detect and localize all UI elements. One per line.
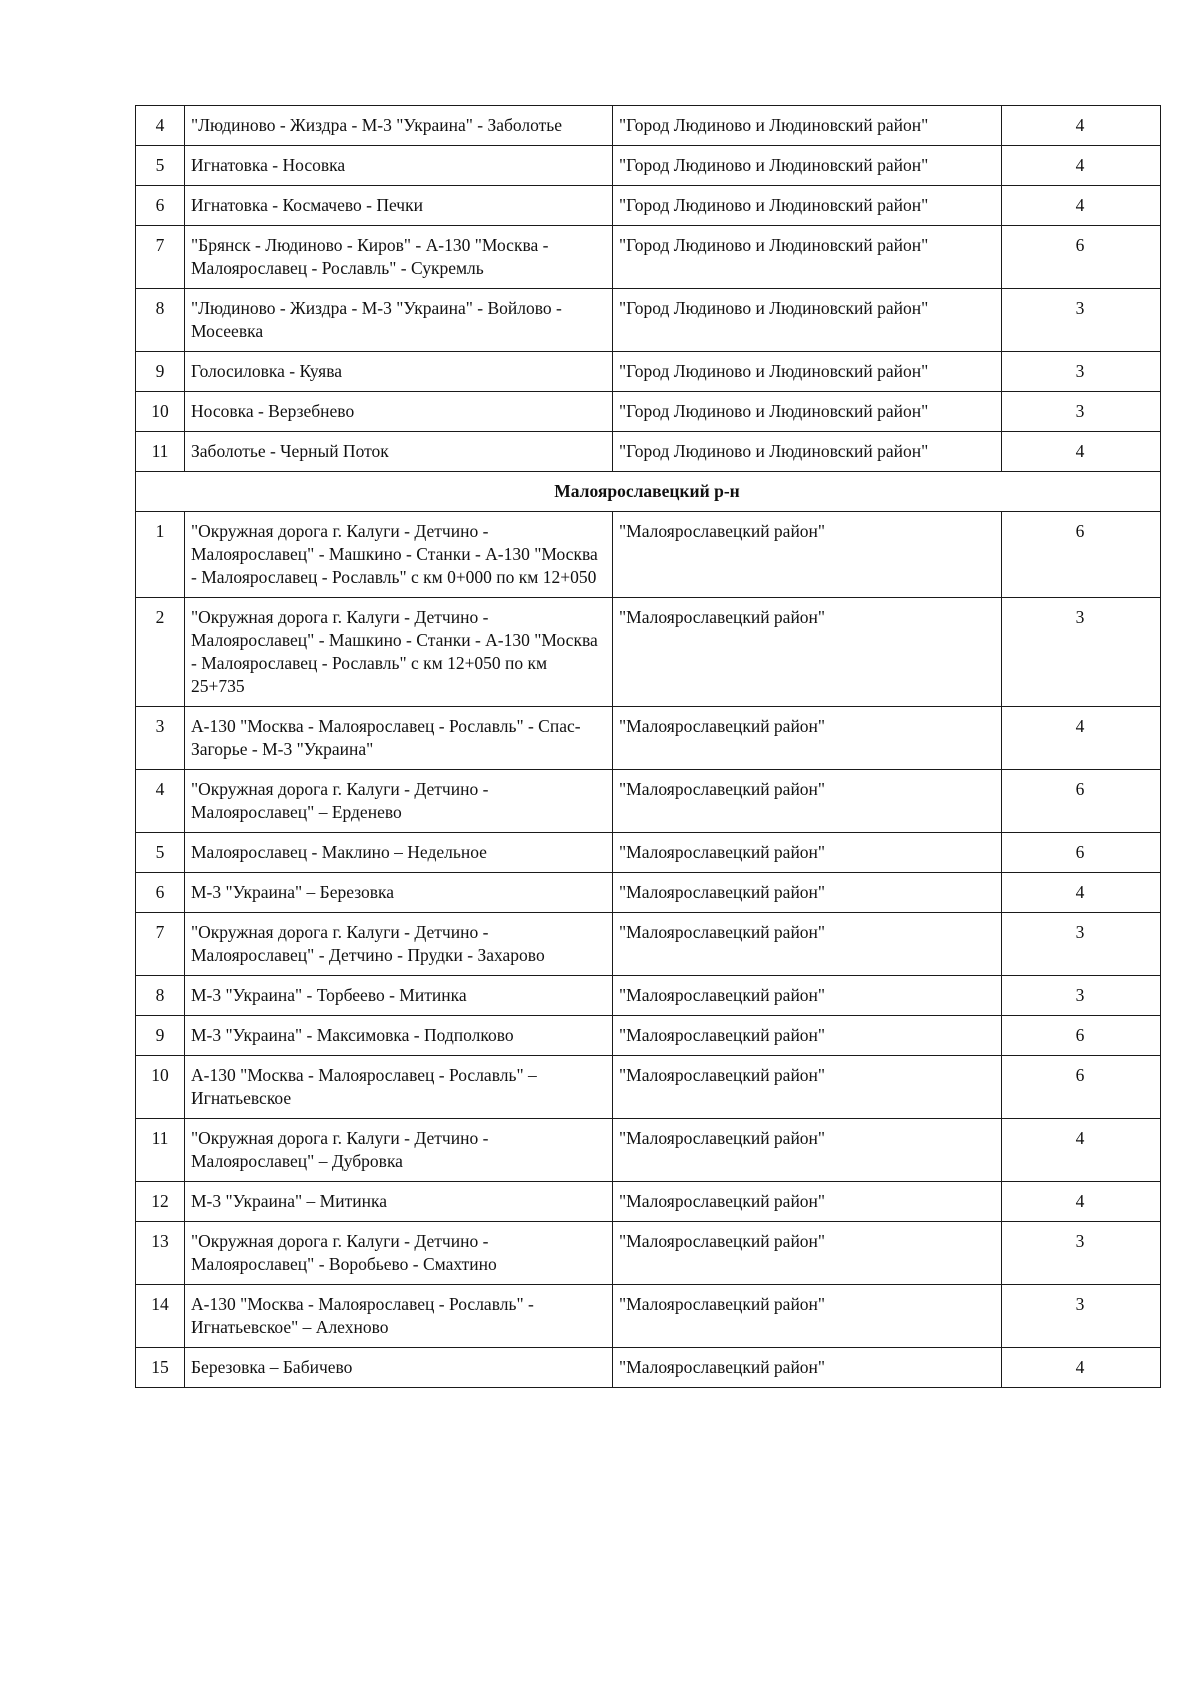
road-name-cell: Игнатовка - Космачево - Печки [185,186,613,226]
municipality-cell: "Малоярославецкий район" [613,1348,1002,1388]
table-row [136,833,1161,873]
value-cell: 6 [1002,1056,1161,1119]
municipality-cell: "Малоярославецкий район" [613,1016,1002,1056]
value-cell: 6 [1002,226,1161,289]
table-row [136,1119,1161,1182]
row-number-cell: 10 [136,392,185,432]
table-row [136,598,1161,707]
table-row [136,432,1161,472]
municipality-cell: "Малоярославецкий район" [613,1285,1002,1348]
road-name-cell: А-130 "Москва - Малоярославец - Рославль" – Игнатьевское [185,1056,613,1119]
municipality-cell: "Город Людиново и Людиновский район" [613,186,1002,226]
table-row [136,976,1161,1016]
table-row [136,770,1161,833]
municipality-cell: "Малоярославецкий район" [613,707,1002,770]
value-cell: 4 [1002,106,1161,146]
municipality-cell: "Малоярославецкий район" [613,1222,1002,1285]
row-number-cell: 2 [136,598,185,707]
row-number-cell: 9 [136,352,185,392]
road-name-cell: "Людиново - Жиздра - М-3 "Украина" - Войлово - Мосеевка [185,289,613,352]
road-name-cell: М-3 "Украина" - Торбеево - Митинка [185,976,613,1016]
row-number-cell: 9 [136,1016,185,1056]
value-cell: 6 [1002,1016,1161,1056]
row-number-cell: 5 [136,146,185,186]
municipality-cell: "Малоярославецкий район" [613,976,1002,1016]
value-cell: 3 [1002,1222,1161,1285]
value-cell: 3 [1002,352,1161,392]
table-row [136,1016,1161,1056]
value-cell: 6 [1002,833,1161,873]
row-number-cell: 3 [136,707,185,770]
row-number-cell: 7 [136,226,185,289]
municipality-cell: "Город Людиново и Людиновский район" [613,392,1002,432]
road-name-cell: Заболотье - Черный Поток [185,432,613,472]
table-row [136,1182,1161,1222]
table-row [136,226,1161,289]
table-row [136,106,1161,146]
road-name-cell: "Окружная дорога г. Калуги - Детчино - Малоярославец" - Машкино - Станки - А-130 "Москва - Малоярославец - Рославль" с км 12+050 по км 25+735 [185,598,613,707]
road-name-cell: "Окружная дорога г. Калуги - Детчино - Малоярославец" - Воробьево - Смахтино [185,1222,613,1285]
road-name-cell: "Людиново - Жиздра - М-3 "Украина" - Заболотье [185,106,613,146]
road-name-cell: Голосиловка - Куява [185,352,613,392]
row-number-cell: 13 [136,1222,185,1285]
value-cell: 4 [1002,432,1161,472]
road-name-cell: "Окружная дорога г. Калуги - Детчино - Малоярославец" – Дубровка [185,1119,613,1182]
row-number-cell: 1 [136,512,185,598]
municipality-cell: "Город Людиново и Людиновский район" [613,289,1002,352]
road-name-cell: "Окружная дорога г. Калуги - Детчино - Малоярославец" - Детчино - Прудки - Захарово [185,913,613,976]
row-number-cell: 12 [136,1182,185,1222]
table-row [136,1285,1161,1348]
row-number-cell: 10 [136,1056,185,1119]
row-number-cell: 6 [136,186,185,226]
value-cell: 4 [1002,1348,1161,1388]
row-number-cell: 7 [136,913,185,976]
row-number-cell: 11 [136,432,185,472]
municipality-cell: "Малоярославецкий район" [613,598,1002,707]
road-name-cell: М-3 "Украина" - Максимовка - Подполково [185,1016,613,1056]
row-number-cell: 15 [136,1348,185,1388]
row-number-cell: 5 [136,833,185,873]
value-cell: 4 [1002,1182,1161,1222]
row-number-cell: 8 [136,289,185,352]
municipality-cell: "Город Людиново и Людиновский район" [613,146,1002,186]
road-name-cell: Малоярославец - Маклино – Недельное [185,833,613,873]
value-cell: 3 [1002,913,1161,976]
table-row [136,1056,1161,1119]
table-row [136,913,1161,976]
value-cell: 4 [1002,1119,1161,1182]
value-cell: 6 [1002,770,1161,833]
municipality-cell: "Малоярославецкий район" [613,833,1002,873]
table-row [136,186,1161,226]
value-cell: 4 [1002,873,1161,913]
roads-table [135,105,1161,1388]
municipality-cell: "Малоярославецкий район" [613,1119,1002,1182]
table-row [136,1222,1161,1285]
table-row [136,1348,1161,1388]
municipality-cell: "Малоярославецкий район" [613,512,1002,598]
roads-table-body [136,106,1161,1388]
value-cell: 3 [1002,289,1161,352]
municipality-cell: "Город Людиново и Людиновский район" [613,106,1002,146]
road-name-cell: М-3 "Украина" – Митинка [185,1182,613,1222]
road-name-cell: А-130 "Москва - Малоярославец - Рославль" - Спас-Загорье - М-3 "Украина" [185,707,613,770]
road-name-cell: Игнатовка - Носовка [185,146,613,186]
road-name-cell: "Окружная дорога г. Калуги - Детчино - Малоярославец" - Машкино - Станки - А-130 "Москва - Малоярославец - Рославль" с км 0+000 по км 12+050 [185,512,613,598]
municipality-cell: "Город Людиново и Людиновский район" [613,432,1002,472]
value-cell: 3 [1002,598,1161,707]
value-cell: 4 [1002,186,1161,226]
road-name-cell: Березовка – Бабичево [185,1348,613,1388]
section-title: Малоярославецкий р-н [136,472,1161,512]
municipality-cell: "Малоярославецкий район" [613,873,1002,913]
row-number-cell: 8 [136,976,185,1016]
table-row [136,707,1161,770]
value-cell: 3 [1002,976,1161,1016]
row-number-cell: 11 [136,1119,185,1182]
row-number-cell: 4 [136,106,185,146]
municipality-cell: "Малоярославецкий район" [613,770,1002,833]
road-name-cell: А-130 "Москва - Малоярославец - Рославль" - Игнатьевское" – Алехново [185,1285,613,1348]
road-name-cell: "Окружная дорога г. Калуги - Детчино - Малоярославец" – Ерденево [185,770,613,833]
value-cell: 3 [1002,392,1161,432]
value-cell: 4 [1002,707,1161,770]
table-row [136,512,1161,598]
table-row [136,873,1161,913]
road-name-cell: Носовка - Верзебнево [185,392,613,432]
table-row [136,146,1161,186]
municipality-cell: "Малоярославецкий район" [613,1182,1002,1222]
row-number-cell: 4 [136,770,185,833]
municipality-cell: "Малоярославецкий район" [613,913,1002,976]
section-header-row [136,472,1161,512]
value-cell: 4 [1002,146,1161,186]
value-cell: 3 [1002,1285,1161,1348]
table-row [136,392,1161,432]
row-number-cell: 14 [136,1285,185,1348]
road-name-cell: "Брянск - Людиново - Киров" - А-130 "Москва - Малоярославец - Рославль" - Сукремль [185,226,613,289]
municipality-cell: "Малоярославецкий район" [613,1056,1002,1119]
municipality-cell: "Город Людиново и Людиновский район" [613,226,1002,289]
value-cell: 6 [1002,512,1161,598]
road-name-cell: М-3 "Украина" – Березовка [185,873,613,913]
row-number-cell: 6 [136,873,185,913]
municipality-cell: "Город Людиново и Людиновский район" [613,352,1002,392]
table-row [136,289,1161,352]
table-row [136,352,1161,392]
